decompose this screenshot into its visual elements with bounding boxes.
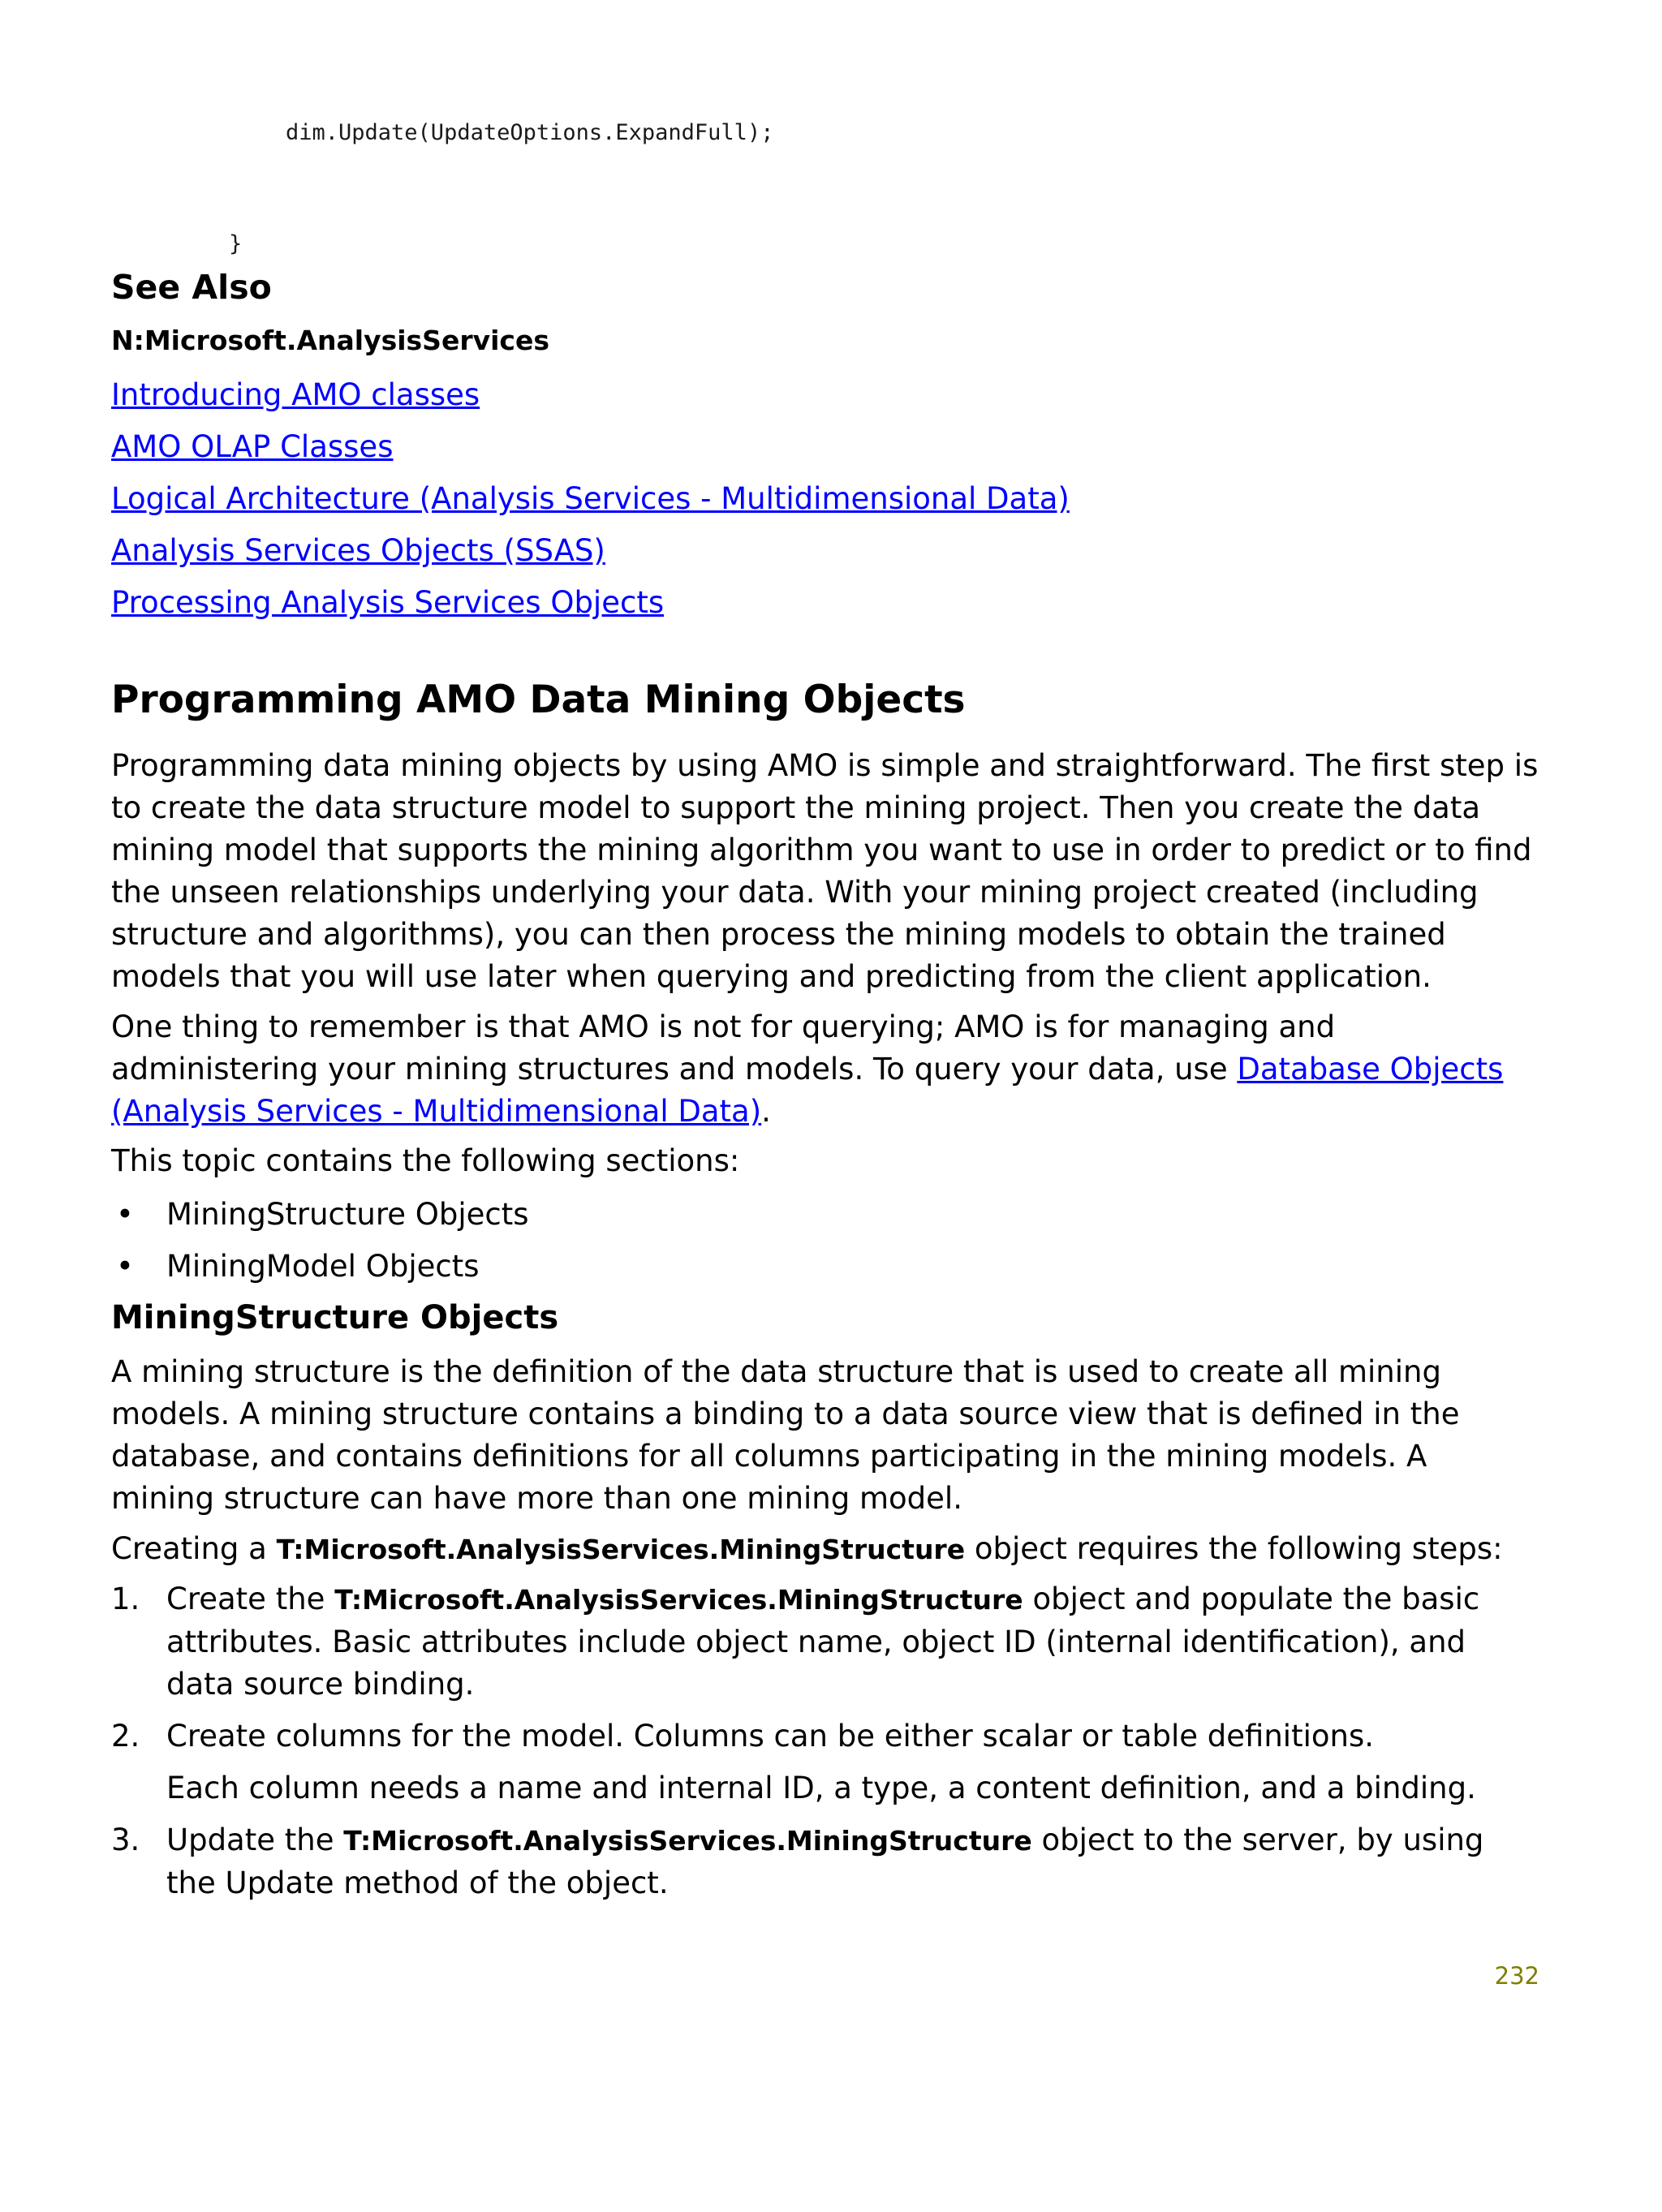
bullet-icon: • [116, 1197, 134, 1232]
steps-list [111, 1578, 1539, 1914]
link-introducing-amo-classes[interactable]: Introducing AMO classes [111, 377, 480, 412]
code-closing-brace: } [229, 231, 243, 256]
subsection-heading: MiningStructure Objects [111, 1299, 559, 1336]
list-item-text: MiningModel Objects [166, 1249, 480, 1284]
amo-note-paragraph [111, 1006, 1539, 1133]
code-line: dim.Update(UpdateOptions.ExpandFull); [286, 120, 774, 145]
step-item [111, 1715, 1539, 1810]
see-also-links [111, 369, 1070, 629]
see-also-item [111, 525, 1070, 577]
namespace-label: N:Microsoft.AnalysisServices [111, 325, 550, 356]
see-also-item [111, 369, 1070, 421]
link-processing-objects[interactable]: Processing Analysis Services Objects [111, 585, 665, 620]
page-number: 232 [1494, 1962, 1539, 1990]
paragraph-text: . [761, 1094, 771, 1129]
link-analysis-services-objects[interactable]: Analysis Services Objects (SSAS) [111, 533, 605, 568]
link-amo-olap-classes[interactable]: AMO OLAP Classes [111, 429, 394, 464]
step-text: object to the server, by using the Update method of the object. [166, 1823, 1484, 1900]
step-text: Create columns for the model. Columns can be either scalar or table definitions. [166, 1719, 1375, 1754]
sections-list [111, 1189, 529, 1293]
list-item [111, 1241, 529, 1293]
intro-paragraph: Programming data mining objects by using AMO is simple and straightforward. The first step is to create the data structure model to support the mining project. Then you create the data mining model that supports the mining algorithm you want to use in order to predict or to find the unseen relationships underlying your data. With your mining project created (including structure and algorithms), you can then process the mining models to obtain the trained models that you will use later when querying and predicting from the client application. [111, 748, 1539, 994]
see-also-item [111, 577, 1070, 629]
type-reference: T:Microsoft.AnalysisServices.MiningStructure [334, 1584, 1023, 1616]
paragraph-text: object requires the following steps: [965, 1531, 1503, 1566]
document-page [111, 0, 1539, 2212]
paragraph-text: One thing to remember is that AMO is not for querying; AMO is for managing and administering your mining structures and models. To query your data, use [111, 1009, 1336, 1087]
step-item [111, 1578, 1539, 1706]
section-heading: Programming AMO Data Mining Objects [111, 678, 966, 722]
see-also-item [111, 473, 1070, 525]
paragraph-text: Creating a [111, 1531, 277, 1566]
see-also-item [111, 421, 1070, 473]
step-text: Create the [166, 1582, 335, 1616]
list-item-text: MiningStructure Objects [166, 1197, 529, 1232]
bullet-icon: • [116, 1249, 134, 1284]
step-number: 1. [111, 1582, 140, 1616]
steps-intro [111, 1528, 1539, 1571]
link-logical-architecture[interactable]: Logical Architecture (Analysis Services - Multidimensional Data) [111, 481, 1070, 516]
see-also-heading: See Also [111, 268, 272, 307]
step-number: 3. [111, 1823, 140, 1857]
type-reference: T:Microsoft.AnalysisServices.MiningStructure [276, 1534, 966, 1565]
structure-paragraph: A mining structure is the definition of the data structure that is used to create all mining models. A mining structure contains a binding to a data source view that is defined in the database, and contains definitions for all columns participating in the mining models. A mining structure can have more than one mining model. [111, 1354, 1460, 1516]
link-database-objects[interactable]: Database Objects (Analysis Services - Multidimensional Data) [111, 1052, 1504, 1129]
type-reference: T:Microsoft.AnalysisServices.MiningStructure [343, 1825, 1032, 1857]
step-item [111, 1819, 1539, 1904]
step-text: object and populate the basic attributes. Basic attributes include object name, object ID (internal identification), and data source binding. [166, 1582, 1480, 1702]
sections-intro: This topic contains the following sections: [111, 1143, 740, 1178]
list-item [111, 1189, 529, 1241]
step-subtext: Each column needs a name and internal ID, a type, a content definition, and a binding. [166, 1771, 1476, 1805]
step-text: Update the [166, 1823, 344, 1857]
step-number: 2. [111, 1719, 140, 1754]
